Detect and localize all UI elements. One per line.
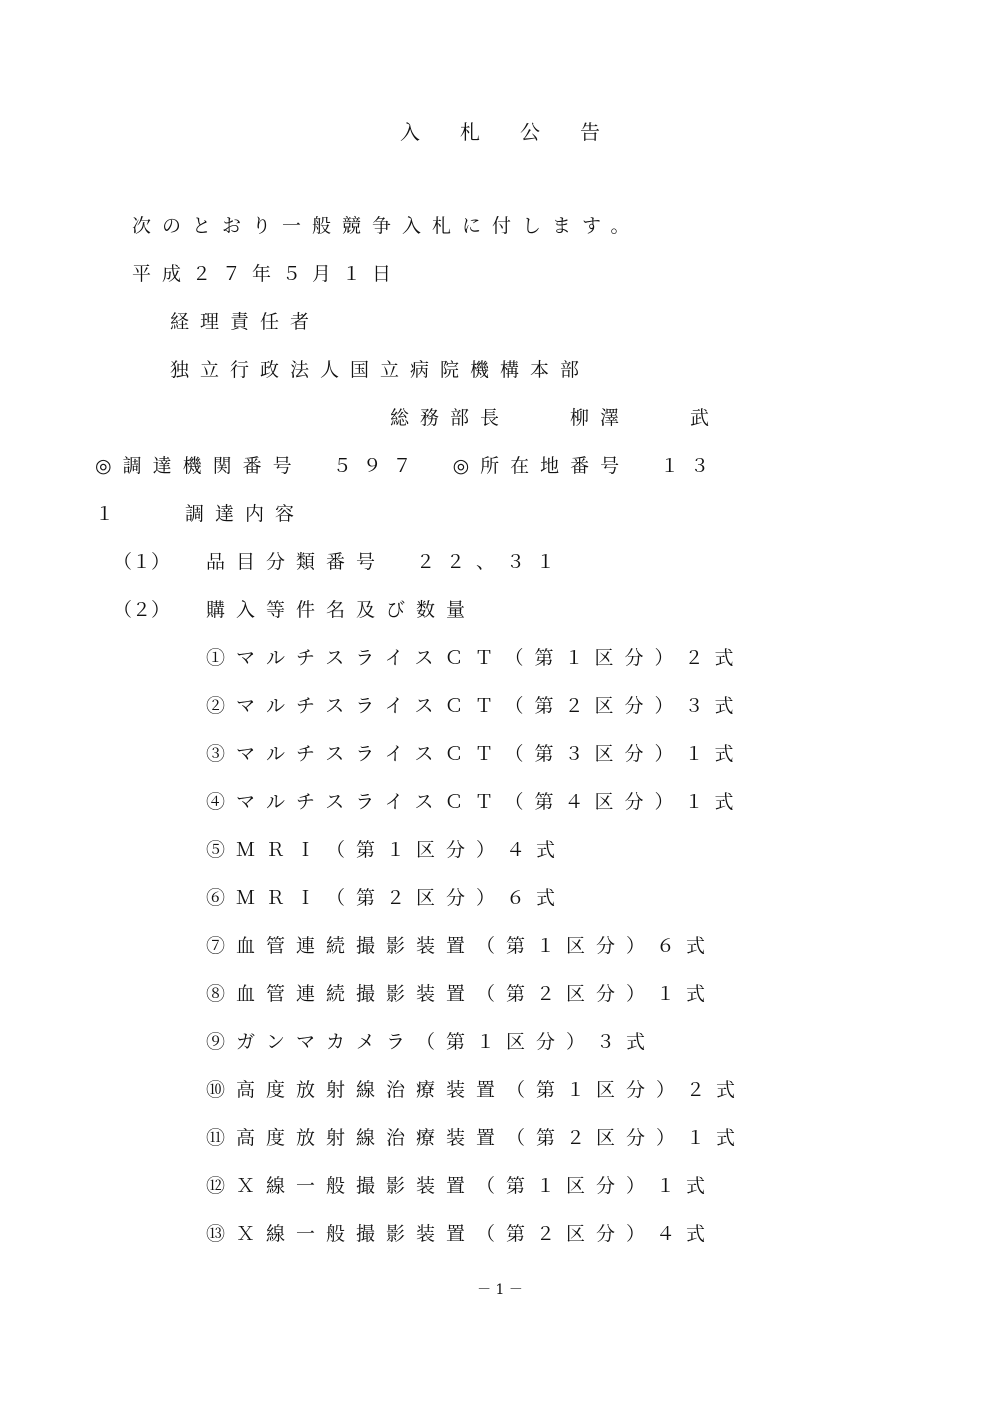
procurement-numbers: ◎調達機関番号 ５９７ ◎所在地番号 １３ bbox=[95, 455, 721, 477]
list-item: ⑬Ｘ線一般撮影装置（第２区分）４式 bbox=[206, 1223, 717, 1245]
signatory: 総務部長 柳澤 武 bbox=[390, 407, 721, 429]
item-1-label: （１） bbox=[113, 551, 171, 573]
list-item: ⑦血管連続撮影装置（第１区分）６式 bbox=[206, 935, 717, 957]
list-item: ②マルチスライスＣＴ（第２区分）３式 bbox=[206, 695, 745, 717]
item-1-text: 品目分類番号 ２２、３１ bbox=[206, 551, 567, 573]
list-item: ④マルチスライスＣＴ（第４区分）１式 bbox=[206, 791, 745, 813]
list-item: ⑪高度放射線治療装置（第２区分）１式 bbox=[206, 1127, 747, 1149]
document-title: 入 札 公 告 bbox=[400, 120, 600, 144]
list-item: ⑨ガンマカメラ（第１区分）３式 bbox=[206, 1031, 657, 1053]
item-2-text: 購入等件名及び数量 bbox=[206, 599, 477, 621]
official-title: 経理責任者 bbox=[170, 311, 321, 333]
intro-text: 次のとおり一般競争入札に付します。 bbox=[132, 215, 641, 237]
list-item: ⑥ＭＲＩ（第２区分）６式 bbox=[206, 887, 567, 909]
item-2-label: （２） bbox=[113, 599, 171, 621]
list-item: ⑫Ｘ線一般撮影装置（第１区分）１式 bbox=[206, 1175, 717, 1197]
list-item: ⑤ＭＲＩ（第１区分）４式 bbox=[206, 839, 567, 861]
list-item: ⑧血管連続撮影装置（第２区分）１式 bbox=[206, 983, 717, 1005]
list-item: ①マルチスライスＣＴ（第１区分）２式 bbox=[206, 647, 745, 669]
list-item: ⑩高度放射線治療装置（第１区分）２式 bbox=[206, 1079, 747, 1101]
organization-name: 独立行政法人国立病院機構本部 bbox=[170, 359, 591, 381]
page-number: － 1 － bbox=[477, 1282, 523, 1298]
section-1-heading: １ 調達内容 bbox=[95, 503, 306, 525]
notice-date: 平成２７年５月１日 bbox=[132, 263, 403, 285]
list-item: ③マルチスライスＣＴ（第３区分）１式 bbox=[206, 743, 745, 765]
